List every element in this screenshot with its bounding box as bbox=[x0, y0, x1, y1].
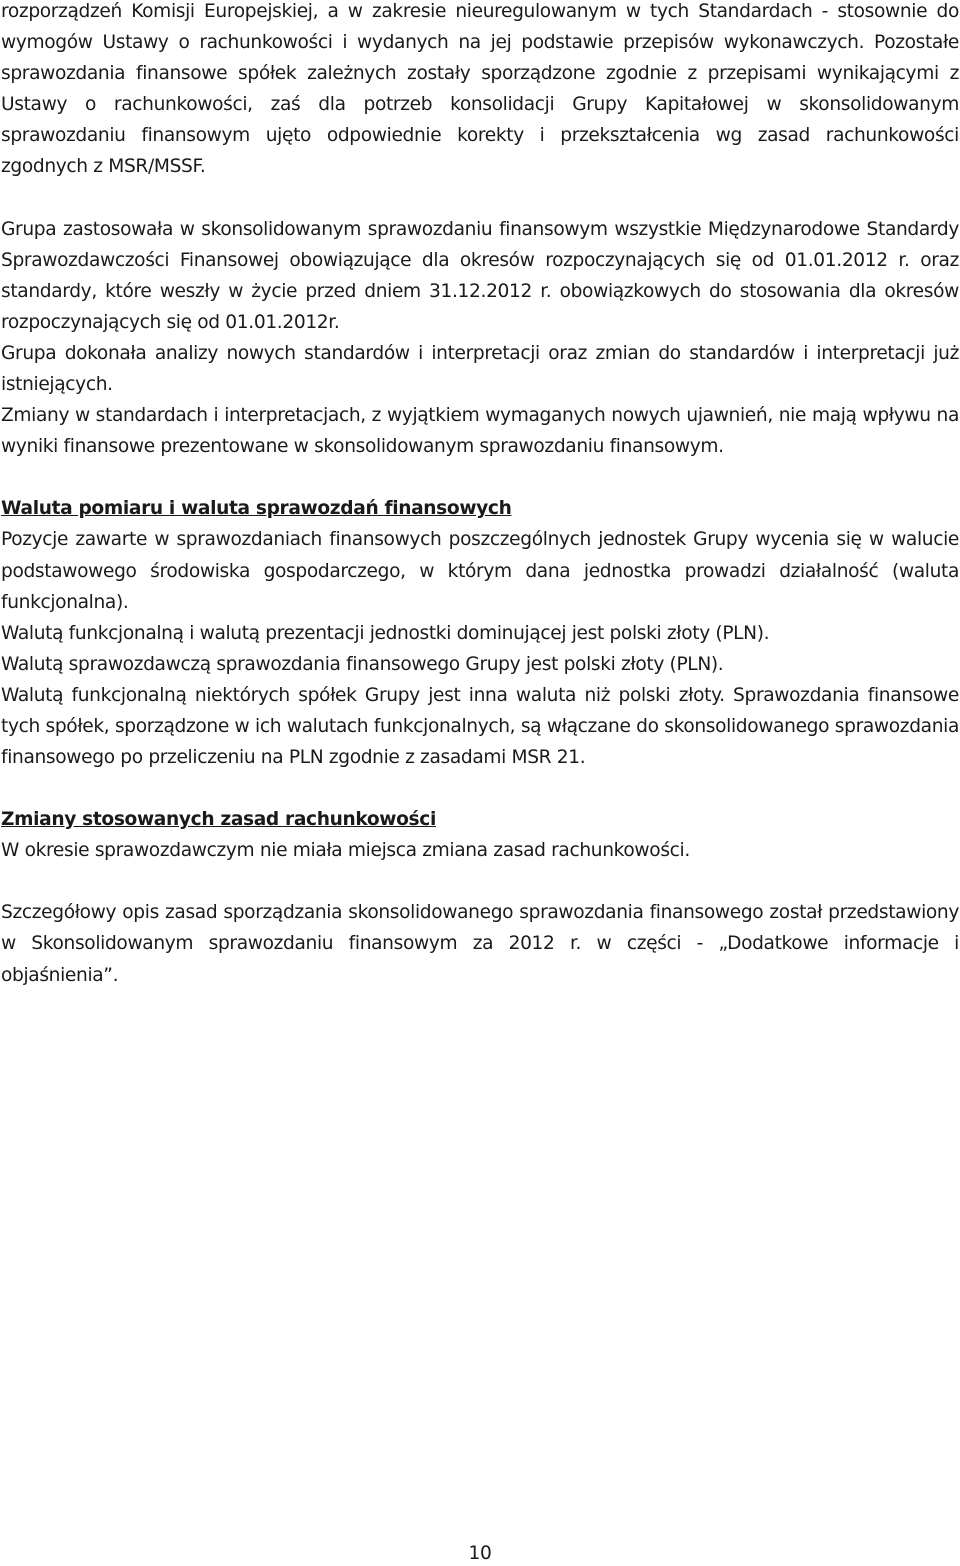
paragraph-currency-2: Walutą funkcjonalną i walutą prezentacji jednostki dominującej jest polski złoty (PLN). bbox=[1, 622, 770, 644]
paragraph-standards-applied: Grupa zastosowała w skonsolidowanym sprawozdaniu finansowym wszystkie Międzynarodowe Standardy Sprawozdawczości Finansowej obowiązujące dla okresów rozpoczynających się od 01.01.2012 r. oraz standardy, które weszły w życie przed dniem 31.12.2012 r. obowiązkowych do stosowania dla okresów rozpoczynających się od 01.01.2012r. bbox=[1, 218, 959, 333]
heading-accounting-policy: Zmiany stosowanych zasad rachunkowości bbox=[1, 809, 436, 831]
spacer bbox=[1, 462, 959, 493]
paragraph-currency-3: Walutą sprawozdawczą sprawozdania finansowego Grupy jest polski złoty (PLN). bbox=[1, 653, 724, 675]
heading-currency: Waluta pomiaru i waluta sprawozdań finansowych bbox=[1, 498, 512, 520]
paragraph-currency-1: Pozycje zawarte w sprawozdaniach finansowych poszczególnych jednostek Grupy wycenia się w walucie podstawowego środowiska gospodarczego, w którym dana jednostka prowadzi działalność (waluta funkcjonalna). bbox=[1, 529, 959, 613]
paragraph-intro: rozporządzeń Komisji Europejskiej, a w zakresie nieuregulowanym w tych Standardach - stosownie do wymogów Ustawy o rachunkowości i wydanych na jej podstawie przepisów wykonawczych. Pozostałe sprawozdania finansowe spółek zależnych zostały sporządzone zgodnie z przepisami wynikającymi z Ustawy o rachunkowości, zaś dla potrzeb konsolidacji Grupy Kapitałowej w skonsolidowanym sprawozdaniu finansowym ujęto odpowiednie korekty i przekształcenia wg zasad rachunkowości zgodnych z MSR/MSSF. bbox=[1, 1, 959, 178]
paragraph-standards-analysis: Grupa dokonała analizy nowych standardów i interpretacji oraz zmian do standardów i interpretacji już istniejących. bbox=[1, 342, 959, 396]
paragraph-accounting-policy: W okresie sprawozdawczym nie miała miejsca zmiana zasad rachunkowości. bbox=[1, 840, 690, 862]
document-page bbox=[1, 0, 959, 991]
paragraph-standards-changes: Zmiany w standardach i interpretacjach, z wyjątkiem wymaganych nowych ujawnień, nie mają wpływu na wyniki finansowe prezentowane w skonsolidowanym sprawozdaniu finansowym. bbox=[1, 405, 959, 458]
paragraph-closing: Szczegółowy opis zasad sporządzania skonsolidowanego sprawozdania finansowego został przedstawiony w Skonsolidowanym sprawozdaniu finansowym za 2012 r. w części - „Dodatkowe informacje i objaśnienia”. bbox=[1, 902, 959, 986]
spacer bbox=[1, 866, 959, 897]
spacer bbox=[1, 773, 959, 804]
page-number: 10 bbox=[468, 1543, 492, 1564]
spacer bbox=[1, 183, 959, 214]
paragraph-currency-4: Walutą funkcjonalną niektórych spółek Grupy jest inna waluta niż polski złoty. Sprawozdania finansowe tych spółek, sporządzone w ich walutach funkcjonalnych, są włączane do skonsolidowanego sprawozdania finansowego po przeliczeniu na PLN zgodnie z zasadami MSR 21. bbox=[1, 684, 959, 769]
